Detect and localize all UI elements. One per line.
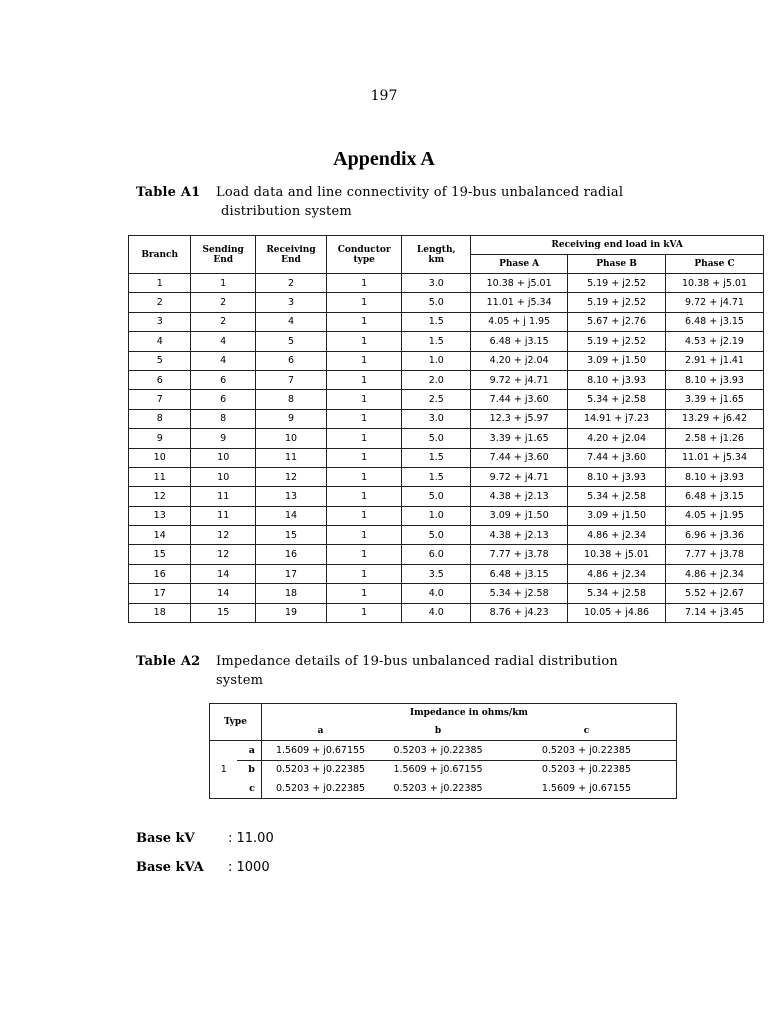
cell-receiving-end: 6 — [255, 351, 326, 370]
table-row — [129, 351, 764, 370]
header-receiving-end: Receiving End — [255, 236, 326, 274]
cell-receiving-end: 19 — [255, 603, 326, 622]
cell-conductor-type: 1 — [327, 584, 402, 603]
cell-length: 5.0 — [402, 429, 471, 448]
cell-length: 5.0 — [402, 526, 471, 545]
cell-length: 5.0 — [402, 293, 471, 312]
cell-load-phase-c: 3.39 + j1.65 — [666, 390, 764, 409]
table-row — [129, 506, 764, 525]
cell-branch: 2 — [129, 293, 191, 312]
cell-conductor-type: 1 — [327, 487, 402, 506]
cell-load-phase-b: 5.19 + j2.52 — [568, 274, 666, 293]
cell: 0.5203 + j0.22385 — [261, 760, 379, 779]
header-phase-a: Phase A — [471, 255, 568, 274]
cell-conductor-type: 1 — [327, 603, 402, 622]
cell-conductor-type: 1 — [327, 429, 402, 448]
cell-load-phase-a: 8.76 + j4.23 — [471, 603, 568, 622]
cell-load-phase-b: 4.20 + j2.04 — [568, 429, 666, 448]
table-row — [129, 274, 764, 293]
cell-receiving-end: 15 — [255, 526, 326, 545]
base-kva-label: Base kVA — [136, 860, 204, 875]
table-row — [129, 603, 764, 622]
phase-label: b — [237, 760, 261, 779]
cell: 0.5203 + j0.22385 — [261, 779, 379, 798]
cell-receiving-end: 9 — [255, 409, 326, 428]
cell-branch: 11 — [129, 467, 191, 486]
table-row — [129, 390, 764, 409]
cell-sending-end: 1 — [191, 274, 256, 293]
cell-branch: 5 — [129, 351, 191, 370]
cell-load-phase-c: 8.10 + j3.93 — [666, 370, 764, 389]
cell-length: 1.5 — [402, 448, 471, 467]
cell-length: 1.0 — [402, 351, 471, 370]
table-row — [129, 545, 764, 564]
cell-sending-end: 8 — [191, 409, 256, 428]
table-row — [129, 526, 764, 545]
cell-branch: 3 — [129, 312, 191, 331]
table-row — [129, 487, 764, 506]
cell: 0.5203 + j0.22385 — [497, 760, 677, 779]
cell-length: 4.0 — [402, 603, 471, 622]
cell-length: 4.0 — [402, 584, 471, 603]
cell-receiving-end: 16 — [255, 545, 326, 564]
table-a1-caption-line1: Load data and line connectivity of 19-bus unbalanced radial — [216, 185, 624, 200]
cell-load-phase-b: 8.10 + j3.93 — [568, 370, 666, 389]
cell-receiving-end: 2 — [255, 274, 326, 293]
header-phase-b: Phase B — [568, 255, 666, 274]
cell-load-phase-b: 3.09 + j1.50 — [568, 506, 666, 525]
cell-length: 5.0 — [402, 487, 471, 506]
cell-sending-end: 2 — [191, 293, 256, 312]
impedance-table — [209, 703, 677, 799]
cell-sending-end: 10 — [191, 448, 256, 467]
cell-conductor-type: 1 — [327, 390, 402, 409]
base-kv — [136, 831, 274, 846]
cell-load-phase-c: 6.48 + j3.15 — [666, 312, 764, 331]
cell: 1.5609 + j0.67155 — [393, 764, 483, 776]
cell-load-phase-c: 7.77 + j3.78 — [666, 545, 764, 564]
cell-length: 3.0 — [402, 274, 471, 293]
cell-sending-end: 4 — [191, 332, 256, 351]
header-col-b: b — [379, 722, 497, 741]
cell-length: 3.5 — [402, 564, 471, 583]
cell-sending-end: 10 — [191, 467, 256, 486]
cell-receiving-end: 10 — [255, 429, 326, 448]
cell-length: 1.5 — [402, 467, 471, 486]
cell-branch: 9 — [129, 429, 191, 448]
cell-load-phase-a: 10.38 + j5.01 — [471, 274, 568, 293]
cell-branch: 14 — [129, 526, 191, 545]
cell-receiving-end: 5 — [255, 332, 326, 351]
base-kv-label: Base kV — [136, 831, 195, 846]
table-row — [129, 293, 764, 312]
cell-receiving-end: 13 — [255, 487, 326, 506]
cell-load-phase-a: 11.01 + j5.34 — [471, 293, 568, 312]
table-row — [129, 370, 764, 389]
cell-load-phase-b: 8.10 + j3.93 — [568, 467, 666, 486]
cell-branch: 10 — [129, 448, 191, 467]
cell-length: 1.0 — [402, 506, 471, 525]
cell-conductor-type: 1 — [327, 564, 402, 583]
cell-load-phase-b: 14.91 + j7.23 — [568, 409, 666, 428]
cell-load-phase-b: 4.86 + j2.34 — [568, 564, 666, 583]
phase-label: a — [237, 741, 261, 761]
cell-load-phase-a: 3.39 + j1.65 — [471, 429, 568, 448]
cell-branch: 18 — [129, 603, 191, 622]
load-data-body — [129, 274, 764, 623]
page-number: 197 — [370, 88, 398, 104]
cell-sending-end: 6 — [191, 370, 256, 389]
cell-conductor-type: 1 — [327, 545, 402, 564]
cell-branch: 12 — [129, 487, 191, 506]
appendix-title: Appendix A — [333, 148, 435, 170]
header-conductor-type: Conductor type — [327, 236, 402, 274]
cell-length: 1.5 — [402, 312, 471, 331]
cell-load-phase-b: 10.38 + j5.01 — [568, 545, 666, 564]
cell-conductor-type: 1 — [327, 526, 402, 545]
header-col-a: a — [261, 722, 379, 741]
cell-load-phase-a: 5.34 + j2.58 — [471, 584, 568, 603]
cell-length: 6.0 — [402, 545, 471, 564]
table-a2-caption-line1: Impedance details of 19-bus unbalanced radial distribution — [216, 654, 618, 669]
cell-load-phase-c: 4.53 + j2.19 — [666, 332, 764, 351]
cell-receiving-end: 11 — [255, 448, 326, 467]
cell-receiving-end: 18 — [255, 584, 326, 603]
cell-load-phase-c: 2.58 + j1.26 — [666, 429, 764, 448]
header-col-c: c — [497, 722, 677, 741]
cell-load-phase-c: 7.14 + j3.45 — [666, 603, 764, 622]
cell-sending-end: 14 — [191, 584, 256, 603]
table-row — [210, 779, 677, 798]
load-data-table — [128, 235, 764, 623]
cell-load-phase-b: 5.34 + j2.58 — [568, 487, 666, 506]
cell-conductor-type: 1 — [327, 448, 402, 467]
cell-load-phase-a: 12.3 + j5.97 — [471, 409, 568, 428]
cell-load-phase-a: 4.38 + j2.13 — [471, 526, 568, 545]
cell-conductor-type: 1 — [327, 409, 402, 428]
table-a2-caption-line2: system — [216, 673, 264, 688]
table-a2-caption-label: Table A2 — [136, 654, 201, 669]
cell-load-phase-b: 3.09 + j1.50 — [568, 351, 666, 370]
header-impedance: Impedance in ohms/km — [261, 704, 676, 723]
cell: 0.5203 + j0.22385 — [497, 741, 677, 761]
table-row — [129, 332, 764, 351]
cell-load-phase-a: 9.72 + j4.71 — [471, 467, 568, 486]
header-branch: Branch — [129, 236, 191, 274]
header-receiving-load: Receiving end load in kVA — [471, 236, 764, 255]
type-value: 1 — [210, 741, 238, 799]
cell-receiving-end: 17 — [255, 564, 326, 583]
cell-load-phase-b: 5.34 + j2.58 — [568, 584, 666, 603]
cell-load-phase-b: 5.19 + j2.52 — [568, 332, 666, 351]
cell: 1.5609 + j0.67155 — [261, 741, 379, 761]
cell-receiving-end: 3 — [255, 293, 326, 312]
header-phase-c: Phase C — [666, 255, 764, 274]
phase-label: c — [237, 779, 261, 798]
table-a1-caption — [136, 183, 623, 221]
cell-conductor-type: 1 — [327, 332, 402, 351]
cell-load-phase-a: 7.77 + j3.78 — [471, 545, 568, 564]
cell-load-phase-a: 6.48 + j3.15 — [471, 332, 568, 351]
cell-receiving-end: 14 — [255, 506, 326, 525]
base-kv-value: : 11.00 — [228, 831, 274, 846]
header-type: Type — [210, 704, 262, 741]
table-a2-caption — [136, 652, 618, 690]
cell-load-phase-a: 4.20 + j2.04 — [471, 351, 568, 370]
header-sending-end: Sending End — [191, 236, 256, 274]
cell-load-phase-a: 7.44 + j3.60 — [471, 390, 568, 409]
cell-load-phase-c: 9.72 + j4.71 — [666, 293, 764, 312]
cell-load-phase-c: 13.29 + j6.42 — [666, 409, 764, 428]
table-row — [129, 564, 764, 583]
table-row — [129, 312, 764, 331]
cell-load-phase-c: 5.52 + j2.67 — [666, 584, 764, 603]
cell-sending-end: 11 — [191, 487, 256, 506]
cell-branch: 13 — [129, 506, 191, 525]
cell: 0.5203 + j0.22385 — [379, 741, 497, 761]
cell-branch: 17 — [129, 584, 191, 603]
cell-sending-end: 9 — [191, 429, 256, 448]
cell-load-phase-a: 6.48 + j3.15 — [471, 564, 568, 583]
cell-receiving-end: 7 — [255, 370, 326, 389]
table-row — [129, 409, 764, 428]
cell-conductor-type: 1 — [327, 274, 402, 293]
cell-load-phase-c: 4.05 + j1.95 — [666, 506, 764, 525]
cell-load-phase-a: 9.72 + j4.71 — [471, 370, 568, 389]
cell-load-phase-a: 7.44 + j3.60 — [471, 448, 568, 467]
cell-receiving-end: 12 — [255, 467, 326, 486]
cell-conductor-type: 1 — [327, 506, 402, 525]
cell-load-phase-b: 7.44 + j3.60 — [568, 448, 666, 467]
cell-length: 1.5 — [402, 332, 471, 351]
cell-branch: 8 — [129, 409, 191, 428]
cell-conductor-type: 1 — [327, 293, 402, 312]
cell-load-phase-a: 4.38 + j2.13 — [471, 487, 568, 506]
cell-conductor-type: 1 — [327, 467, 402, 486]
table-row — [129, 584, 764, 603]
cell-conductor-type: 1 — [327, 312, 402, 331]
cell-load-phase-b: 10.05 + j4.86 — [568, 603, 666, 622]
cell-receiving-end: 4 — [255, 312, 326, 331]
cell-length: 2.5 — [402, 390, 471, 409]
cell-sending-end: 11 — [191, 506, 256, 525]
cell: 0.5203 + j0.22385 — [379, 779, 497, 798]
cell-load-phase-c: 8.10 + j3.93 — [666, 467, 764, 486]
cell-branch: 16 — [129, 564, 191, 583]
cell-load-phase-a: 4.05 + j 1.95 — [471, 312, 568, 331]
cell-sending-end: 4 — [191, 351, 256, 370]
cell-sending-end: 12 — [191, 526, 256, 545]
cell-load-phase-b: 5.67 + j2.76 — [568, 312, 666, 331]
cell-branch: 7 — [129, 390, 191, 409]
cell-load-phase-c: 10.38 + j5.01 — [666, 274, 764, 293]
table-row — [210, 760, 677, 779]
cell-conductor-type: 1 — [327, 351, 402, 370]
cell-load-phase-b: 5.34 + j2.58 — [568, 390, 666, 409]
cell-sending-end: 15 — [191, 603, 256, 622]
cell-load-phase-c: 2.91 + j1.41 — [666, 351, 764, 370]
cell-load-phase-c: 4.86 + j2.34 — [666, 564, 764, 583]
cell-branch: 15 — [129, 545, 191, 564]
cell: 1.5609 + j0.67155 — [497, 779, 677, 798]
table-row — [129, 467, 764, 486]
table-a1-caption-line2: distribution system — [221, 204, 352, 219]
cell-load-phase-c: 11.01 + j5.34 — [666, 448, 764, 467]
cell-sending-end: 2 — [191, 312, 256, 331]
cell-load-phase-b: 4.86 + j2.34 — [568, 526, 666, 545]
header-length: Length, km — [402, 236, 471, 274]
cell-branch: 1 — [129, 274, 191, 293]
cell-conductor-type: 1 — [327, 370, 402, 389]
base-kva — [136, 860, 270, 875]
cell-branch: 4 — [129, 332, 191, 351]
cell-load-phase-c: 6.96 + j3.36 — [666, 526, 764, 545]
table-row — [129, 429, 764, 448]
cell-branch: 6 — [129, 370, 191, 389]
cell-sending-end: 6 — [191, 390, 256, 409]
cell-length: 2.0 — [402, 370, 471, 389]
table-row — [129, 448, 764, 467]
cell-sending-end: 12 — [191, 545, 256, 564]
cell-sending-end: 14 — [191, 564, 256, 583]
table-row — [210, 741, 677, 761]
cell-receiving-end: 8 — [255, 390, 326, 409]
table-a1-caption-label: Table A1 — [136, 185, 201, 200]
cell-load-phase-c: 6.48 + j3.15 — [666, 487, 764, 506]
cell-load-phase-a: 3.09 + j1.50 — [471, 506, 568, 525]
cell-length: 3.0 — [402, 409, 471, 428]
cell-load-phase-b: 5.19 + j2.52 — [568, 293, 666, 312]
base-kva-value: : 1000 — [228, 860, 270, 875]
